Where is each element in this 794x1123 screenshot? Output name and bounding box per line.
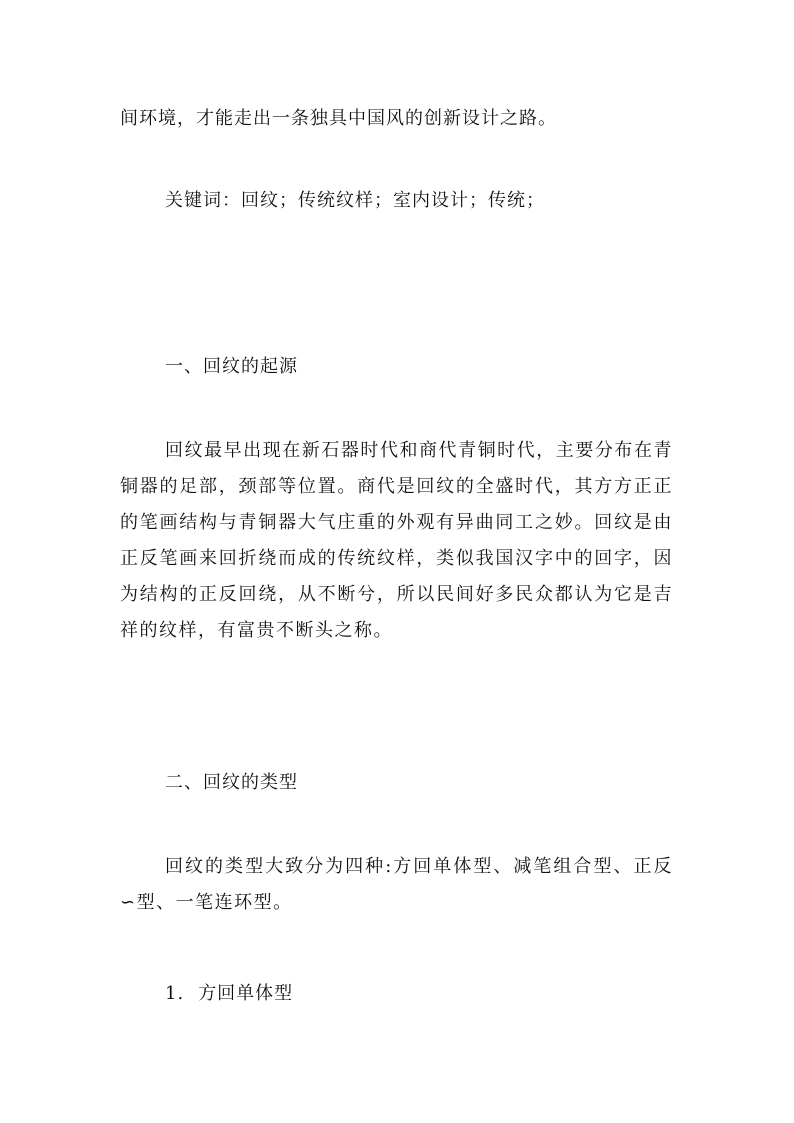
origin-paragraph: 回纹最早出现在新石器时代和商代青铜时代，主要分布在青铜器的足部，颈部等位置。商代是回纹的全盛时代，其方方正正的笔画结构与青铜器大气庄重的外观有异曲同工之妙。回纹是由正反笔画来回折绕而成的传统纹样，类似我国汉字中的回字，因为结构的正反回绕，从不断兮，所以民间好多民众都认为它是吉祥的纹样，有富贵不断头之称。 bbox=[120, 440, 673, 641]
subheading-text: 方回单体型 bbox=[198, 983, 294, 1004]
subheading-number: 1. bbox=[165, 983, 185, 1004]
subheading-square-single bbox=[165, 983, 293, 1005]
section-heading-types: 二、回纹的类型 bbox=[165, 772, 298, 793]
continued-paragraph-line: 间环境，才能走出一条独具中国风的创新设计之路。 bbox=[120, 108, 557, 129]
keywords-line: 关键词：回纹；传统纹样；室内设计；传统； bbox=[165, 190, 545, 211]
section-heading-origin: 一、回纹的起源 bbox=[165, 356, 298, 377]
types-paragraph: 回纹的类型大致分为四种:方回单体型、减笔组合型、正反∽型、一笔连环型。 bbox=[120, 856, 673, 913]
